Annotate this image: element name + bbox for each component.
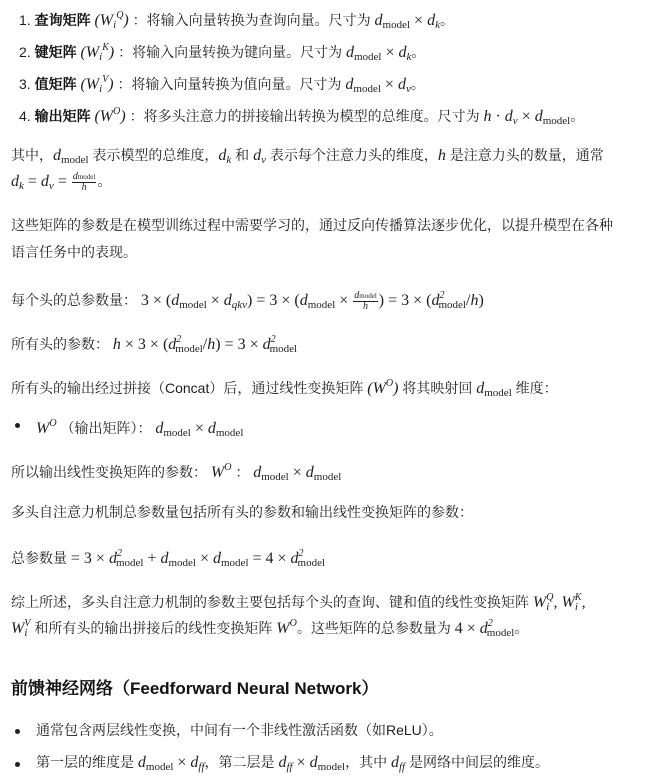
paragraph-concat: 所有头的输出经过拼接（Concat）后，通过线性变换矩阵 $(W^O)$ 将其映射回 $d_{model}$ 维度： [11,378,558,399]
list-item-key: 2. 键矩阵 $(Wi^K)$ ：将输入向量转换为键向量。尺寸为 $d_{model}$ × dk。 [19,42,426,63]
bullet-output-matrix: $W^O$ （输出矩阵）： $d_{model} \times d_{model}$ [36,418,244,439]
paragraph-total-intro: 多头自注意力机制总参数量包括所有头的参数和输出线性变换矩阵的参数： [11,504,473,520]
bullet-dot [15,423,20,428]
paragraph-training-line2: 语言任务中的表现。 [11,244,137,260]
paragraph-training-line1: 这些矩阵的参数是在模型训练过程中需要学习的，通过反向传播算法逐步优化，以提升模型在各种 [11,217,613,233]
paragraph-definitions-line1: 其中，$d_{model}$ 表示模型的总维度，dk 和 dv 表示每个注意力头的维度，h 是注意力头的数量，通常 [11,147,604,166]
formula-per-head-params: 每个头的总参数量： $3 \times (d_{model}$ × dqkv) = $3 \times (d_{model}$ × $\frac{\text{dmodel}}{h}$ ) = $3 \times (d^2_{model}/h)$ [11,289,484,312]
list-item-output: 4. 输出矩阵 $(W^O)$ ：将多头注意力的拼接输出转换为模型的总维度。尺寸为 h · dv × $d_{model}$。 [19,106,585,127]
paragraph-summary-line1: 综上所述，多头自注意力机制的参数主要包括每个头的查询、键和值的线性变换矩阵 $Wi^Q$, $Wi^K$, [11,592,586,613]
formula-total-params: 总参数量 = $3 \times d^2_{model} + d_{model} \times d_{model} = 4 \times d^2_{model}$ [11,548,326,569]
paragraph-definitions-line2: dk = dv = $\frac{\text{dmodel}}{h}$ 。 [11,170,112,193]
bullet-dot [15,762,20,767]
list-item-query: 1. 查询矩阵 $(Wi^Q)$ ：将输入向量转换为查询向量。尺寸为 $d_{model}$ × dk。 [19,10,454,31]
paragraph-summary-line2: $Wi^V$ 和所有头的输出拼接后的线性变换矩阵 $W^O$。这些矩阵的总参数量为 $4 \times d^2_{model}$。 [11,618,529,639]
list-item-value: 3. 值矩阵 $(Wi^V)$ ：将输入向量转换为值向量。尺寸为 $d_{model}$ × dv。 [19,74,425,95]
bullet-dot [15,729,20,734]
section-heading-ffn: 前馈神经网络（Feedforward Neural Network） [11,679,379,698]
bullet-ffn-dimensions: 第一层的维度是 $d_{model}$ × dff，第二层是 dff × $d_{model}$，其中 dff 是网络中间层的维度。 [36,754,549,773]
bullet-ffn-structure: 通常包含两层线性变换，中间有一个非线性激活函数（如ReLU）。 [36,722,443,738]
formula-output-params: 所以输出线性变换矩阵的参数： $W^O$ ： $d_{model} \times d_{model}$ [11,462,342,483]
formula-all-heads-params: 所有头的参数： $h \times 3 \times (d^2_{model}/h) = 3 \times d^2_{model}$ [11,334,298,355]
